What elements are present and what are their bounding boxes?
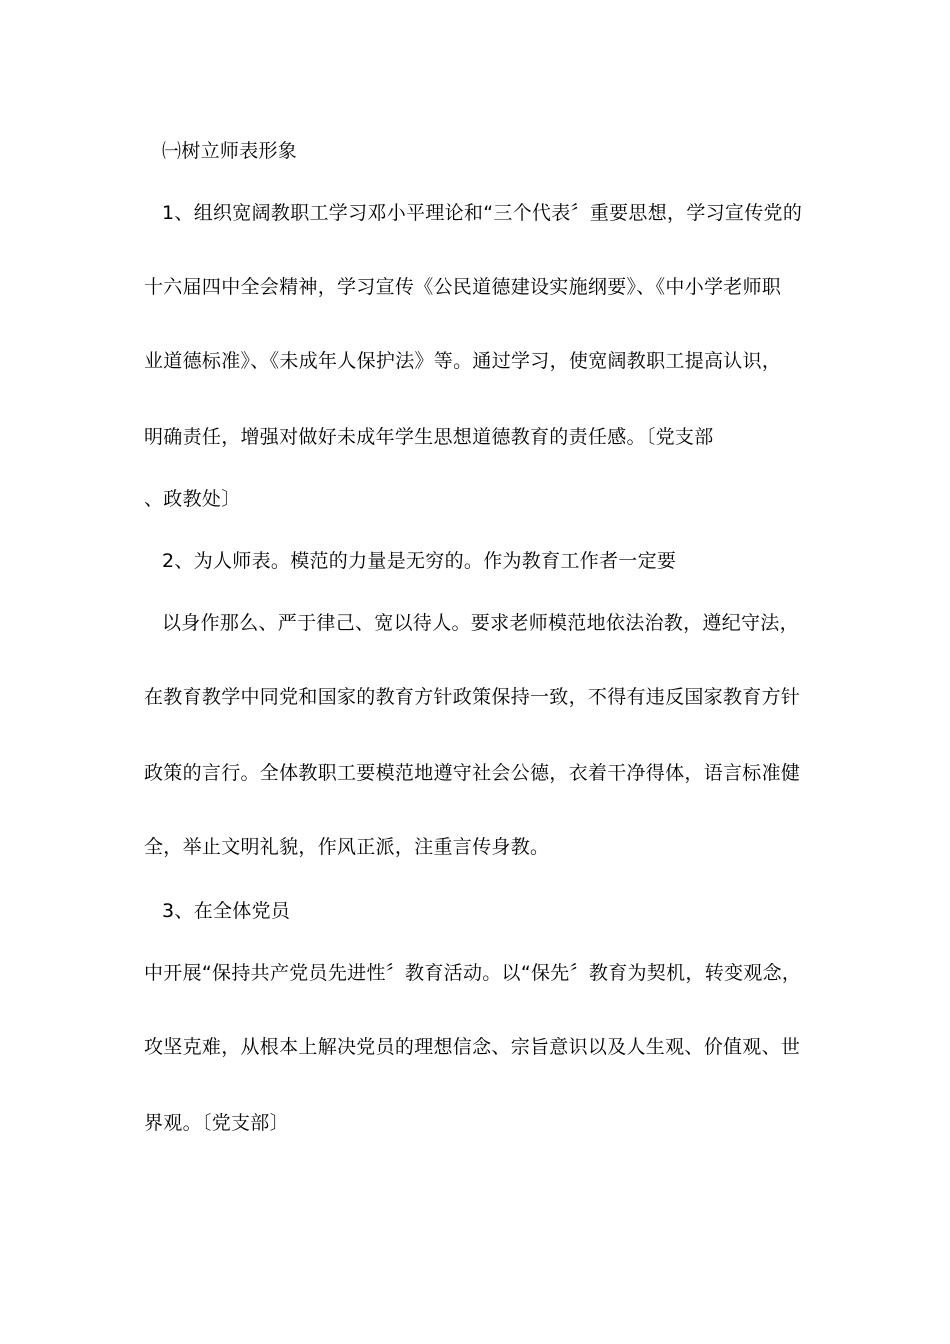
paragraph-line: 、政教处〕 (144, 488, 241, 510)
paragraph-line: 政策的言行。全体教职工要模范地遵守社会公德，衣着干净得体，语言标准健 (144, 762, 801, 784)
paragraph-line: 2、为人师表。模范的力量是无穷的。作为教育工作者一定要 (162, 550, 677, 572)
paragraph-line: 界观。〔党支部〕 (144, 1112, 289, 1134)
paragraph-line: 3、在全体党员 (162, 900, 291, 922)
paragraph-line: 以身作那么、严于律己、宽以待人。要求老师模范地依法治教，遵纪守法， (162, 612, 799, 634)
paragraph-line: 1、组织宽阔教职工学习邓小平理论和“三个代表〞重要思想，学习宣传党的 (162, 202, 803, 224)
paragraph-line: 在教育教学中同党和国家的教育方针政策保持一致，不得有违反国家教育方针 (144, 686, 801, 708)
paragraph-line: 攻坚克难，从根本上解决党员的理想信念、宗旨意识以及人生观、价值观、世 (144, 1036, 801, 1058)
paragraph-line: 十六届四中全会精神，学习宣传《公民道德建设实施纲要》、《中小学老师职 (144, 276, 782, 298)
paragraph-line: 中开展“保持共产党员先进性〞教育活动。以“保先〞教育为契机，转变观念， (144, 962, 802, 984)
paragraph-line: 全，举止文明礼貌，作风正派，注重言传身教。 (144, 836, 550, 858)
paragraph-line: 业道德标准》、《未成年人保护法》等。通过学习，使宽阔教职工提高认识， (144, 350, 782, 372)
section-heading: ㈠树立师表形象 (162, 140, 298, 162)
paragraph-line: 明确责任，增强对做好未成年学生思想道德教育的责任感。〔党支部 (144, 426, 714, 448)
